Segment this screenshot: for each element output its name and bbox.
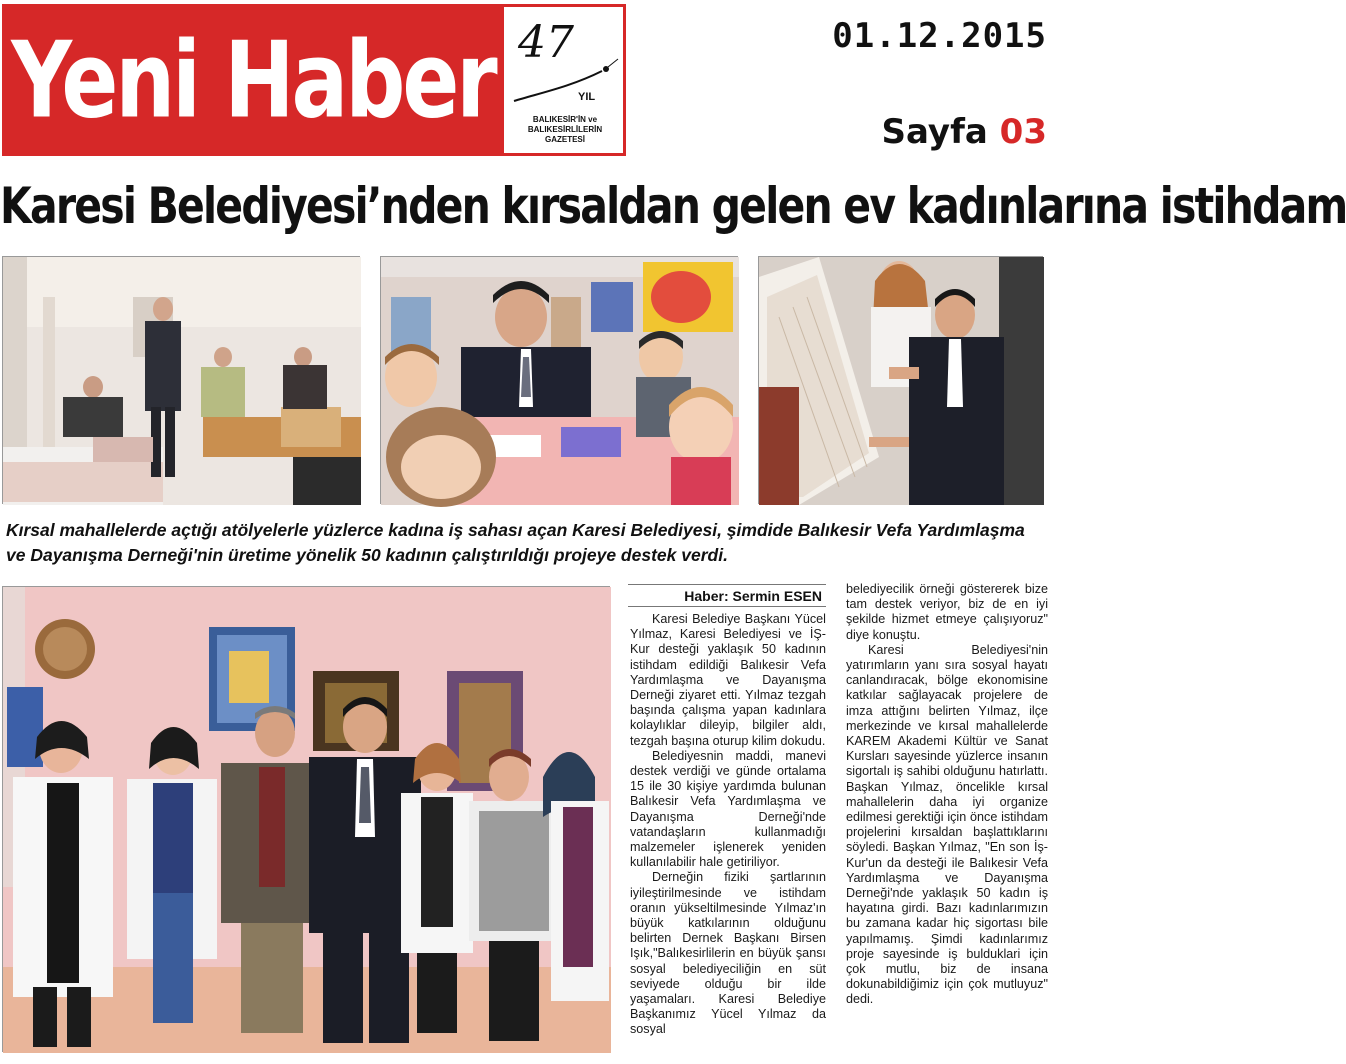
photo-group-portrait [2,586,610,1052]
page-number: 03 [999,112,1047,152]
article-deck: Kırsal mahallelerde açtığı atölyelerle yüzlerce kadına iş sahası açan Karesi Belediyesi, şimdide Balıkesir Vefa Yardımlaşma ve Dayanışma Derneği'nin üretime yönelik 50 kadının çalıştırıldığı projeye destek verdi. [6,520,1025,565]
page-reference [882,112,1047,152]
anniversary-badge [501,7,623,153]
article-byline: Haber: Sermin ESEN [628,584,826,607]
newspaper-name: Yeni Haber [11,18,495,142]
paragraph: belediyecilik örneği göstererek bize tam destek veriyor, biz de en iyi şekilde hizmet etmeye çalışıyoruz" diye konuştu. [846,582,1048,642]
photo-workshop-room [2,256,360,504]
badge-tagline: BALIKESİR'İN ve BALIKESİRLİLERİN GAZETESİ [527,115,603,144]
photo-mayor-with-children [380,256,738,504]
article-headline: Karesi Belediyesi’nden kırsaldan gelen ev kadınlarına istihdam [0,176,1346,236]
swoosh-icon [510,57,620,107]
badge-unit: YIL [578,91,596,103]
paragraph: Derneğin fiziki şartlarının iyileştirilmesinde ve istihdam oranın yükseltilmesinde Yılmaz'ın büyük katkılarının olduğunu belirten Dernek Başkanı Birsen Işık,"Balıkesirlilerin en büyük şansı sosyal belediyeciliğin en süt seviyede olduğu bir ilde yaşamaları. Karesi Belediye Başkanımız Yücel Yılmaz da sosyal [630,870,826,1037]
article-column-2 [846,582,1048,1008]
paragraph: Karesi Belediye Başkanı Yücel Yılmaz, Karesi Belediyesi ve İŞ-Kur desteği yaklaşık 50 kadının istihdam edildiği Balıkesir Vefa Yardımlaşma ve Dayanışma Derneği ziyaret etti. Yılmaz tezgah başında çalışma yapan kadınlara kolaylıklar dileyip, bilgiler aldı, tezgah başına oturup kilim dokudu. [630,612,826,748]
issue-date: 01.12.2015 [832,16,1047,56]
page-label: Sayfa [881,112,988,152]
paragraph: Karesi Belediyesi'nin yatırımların yanı sıra sosyal hayatı canlandıracak, bölge ekonomisine katkılar sağlayacak projelere de imza attığını belirten Yılmaz, ilçe merkezinde ve kırsal mahallelerde KAREM Akademi Kültür ve Sanat Kursları sayesinde yüzlerce insanın sigortalı iş sahibi olduğunu hatırlattı. Başkan Yılmaz, öncelikle kırsal mahallelerin daha iyi organize edilmesi gerektiği için önce istihdam projelerini kırsaldan başlattıklarını söyledi. Başkan Yılmaz, "En son İş-Kur'un da desteği ile Balıkesir Vefa Yardımlaşma ve Dayanışma Derneği'nde yaklaşık 50 kadın iş hayatına girdi. Bazı kadınlarımızın bu zamana kadar hiç sigortası bile yapılmamış. Şimdi kadınlarımız proje sayesinde iş bulduklari için çok mutlu, biz de insana dokunabildiğimiz için çok mutluyuz" dedi. [846,642,1048,1007]
badge-number: 47 [518,17,574,68]
article-column-1 [630,612,826,1038]
masthead [2,4,626,156]
paragraph: Belediyesnin maddi, manevi destek verdiği ve günde ortalama 15 ile 30 kişiye yardımda bulunan Balıkesir Vefa Yardımlaşma ve Dayanışma Derneği'nde vatandaşların kullanmadığı malzemeler işlenerek yeniden kullanılabilir hale getiriliyor. [630,748,826,870]
photo-mayor-at-loom [758,256,1043,504]
